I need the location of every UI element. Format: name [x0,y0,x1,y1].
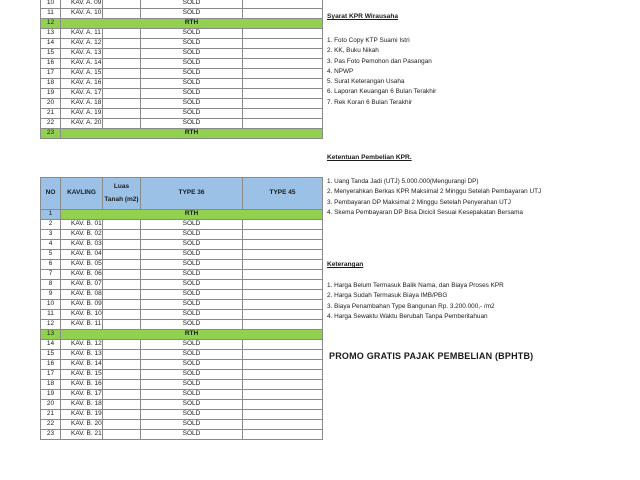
table-row [41,220,323,230]
type45-cell [243,109,323,119]
table-row [41,270,323,280]
type36-status: SOLD [141,400,243,410]
table-header-row [41,178,323,210]
luas-cell [103,260,141,270]
luas-cell [103,250,141,260]
row-number: 23 [41,129,61,139]
row-number: 18 [41,79,61,89]
luas-cell [103,109,141,119]
row-number: 11 [41,9,61,19]
luas-cell [103,420,141,430]
table-row [41,119,323,129]
type36-status: SOLD [141,410,243,420]
kavling-cell: KAV. B. 19 [61,410,103,420]
promo-banner: PROMO GRATIS PAJAK PEMBELIAN (BPHTB) [329,351,534,361]
luas-cell [103,340,141,350]
type45-cell [243,29,323,39]
luas-cell [103,59,141,69]
type36-status: SOLD [141,350,243,360]
luas-cell [103,400,141,410]
table-row [41,260,323,270]
header-luas-line1: Luas [113,182,130,190]
kavling-cell: KAV. B. 01 [61,220,103,230]
table-row [41,250,323,260]
table-row [41,410,323,420]
ketentuan-item: 2. Menyerahkan Berkas KPR Maksimal 2 Minggu Setelah Pembayaran UTJ [327,188,542,196]
type45-cell [243,240,323,250]
row-number: 20 [41,400,61,410]
luas-cell [103,360,141,370]
type45-cell [243,119,323,129]
table-row [41,400,323,410]
type45-cell [243,290,323,300]
type36-status: SOLD [141,89,243,99]
luas-cell [103,320,141,330]
kavling-cell: KAV. B. 21 [61,430,103,440]
kavling-cell: KAV. A. 11 [61,29,103,39]
type45-cell [243,89,323,99]
kavling-cell: KAV. B. 20 [61,420,103,430]
type36-status: SOLD [141,119,243,129]
table-row [41,360,323,370]
type45-cell [243,79,323,89]
type36-status: SOLD [141,380,243,390]
type36-status: SOLD [141,69,243,79]
table-row [41,39,323,49]
keterangan-item: 3. Biaya Penambahan Type Bangunan Rp. 3.200.000,- /m2 [327,302,495,310]
table-row [41,390,323,400]
luas-cell [103,119,141,129]
table-row [41,69,323,79]
syarat-title: Syarat KPR Wirausaha [327,13,399,20]
row-number: 18 [41,380,61,390]
type36-status: SOLD [141,79,243,89]
type36-status: SOLD [141,430,243,440]
kavling-cell: KAV. A. 19 [61,109,103,119]
type36-status: SOLD [141,49,243,59]
type36-status: SOLD [141,240,243,250]
table-row [41,310,323,320]
table-row [41,59,323,69]
type36-status: SOLD [141,370,243,380]
row-number: 9 [41,290,61,300]
type45-cell [243,270,323,280]
type45-cell [243,0,323,9]
type36-status: SOLD [141,39,243,49]
syarat-item: 4. NPWP [327,67,354,75]
row-number: 2 [41,220,61,230]
row-number: 13 [41,29,61,39]
table-row [41,320,323,330]
type36-status: SOLD [141,99,243,109]
type45-cell [243,370,323,380]
kavling-cell: KAV. A. 12 [61,39,103,49]
type45-cell [243,300,323,310]
kavling-cell: KAV. A. 18 [61,99,103,109]
keterangan-list [327,281,627,322]
syarat-list [327,36,627,108]
type45-cell [243,220,323,230]
luas-cell [103,230,141,240]
luas-cell [103,430,141,440]
row-number: 7 [41,270,61,280]
rth-label: RTH [61,19,323,29]
type45-cell [243,400,323,410]
kavling-cell: KAV. B. 07 [61,280,103,290]
table-row [41,240,323,250]
kavling-cell: KAV. A. 17 [61,89,103,99]
type36-status: SOLD [141,59,243,69]
type45-cell [243,310,323,320]
table-row [41,430,323,440]
type45-cell [243,390,323,400]
row-number: 5 [41,250,61,260]
row-number: 8 [41,280,61,290]
type45-cell [243,430,323,440]
row-number: 17 [41,370,61,380]
header-kavling: KAVLING [61,178,103,210]
type45-cell [243,250,323,260]
luas-cell [103,220,141,230]
type45-cell [243,350,323,360]
luas-cell [103,79,141,89]
table-row [41,0,323,9]
luas-cell [103,89,141,99]
header-type45: TYPE 45 [243,178,323,210]
table-row [41,370,323,380]
luas-cell [103,240,141,250]
kavling-cell: KAV. A. 09 [61,0,103,9]
type36-status: SOLD [141,260,243,270]
type36-status: SOLD [141,230,243,240]
table-row [41,290,323,300]
row-number: 16 [41,360,61,370]
table-row [41,79,323,89]
type45-cell [243,230,323,240]
syarat-item: 6. Laporan Keuangan 6 Bulan Terakhir [327,88,437,96]
luas-cell [103,410,141,420]
type45-cell [243,59,323,69]
type45-cell [243,420,323,430]
syarat-item: 1. Foto Copy KTP Suami Istri [327,37,410,44]
row-number: 20 [41,99,61,109]
syarat-item: 3. Pas Foto Pemohon dan Pasangan [327,57,432,65]
luas-cell [103,49,141,59]
rth-label: RTH [61,330,323,340]
table-row [41,89,323,99]
type45-cell [243,9,323,19]
table-row [41,109,323,119]
type45-cell [243,260,323,270]
type36-status: SOLD [141,270,243,280]
row-number: 3 [41,230,61,240]
type45-cell [243,360,323,370]
kavling-cell: KAV. B. 11 [61,320,103,330]
type45-cell [243,380,323,390]
luas-cell [103,0,141,9]
type36-status: SOLD [141,320,243,330]
type36-status: SOLD [141,420,243,430]
keterangan-item: 4. Harga Sewaktu Waktu Berubah Tanpa Pemberitahuan [327,312,488,320]
table-row [41,280,323,290]
row-number: 15 [41,350,61,360]
kavling-cell: KAV. A. 15 [61,69,103,79]
row-number: 17 [41,69,61,79]
table-row [41,350,323,360]
header-luas-tanah [103,178,141,210]
type36-status: SOLD [141,290,243,300]
syarat-item: 7. Rek Koran 6 Bulan Terakhir [327,98,413,106]
type36-status: SOLD [141,220,243,230]
kavling-cell: KAV. B. 03 [61,240,103,250]
row-number: 23 [41,430,61,440]
type45-cell [243,280,323,290]
row-number: 15 [41,49,61,59]
syarat-item: 5. Surat Keterangan Usaha [327,78,405,86]
table-row [41,420,323,430]
type45-cell [243,320,323,330]
luas-cell [103,29,141,39]
table-row [41,29,323,39]
type36-status: SOLD [141,109,243,119]
row-number: 12 [41,320,61,330]
row-number: 22 [41,420,61,430]
keterangan-item: 1. Harga Belum Termasuk Balik Nama, dan Biaya Proses KPR [327,282,504,289]
kavling-cell: KAV. B. 06 [61,270,103,280]
kavling-cell: KAV. A. 13 [61,49,103,59]
table-row [41,9,323,19]
kavling-cell: KAV. A. 20 [61,119,103,129]
luas-cell [103,350,141,360]
luas-cell [103,39,141,49]
kavling-cell: KAV. B. 08 [61,290,103,300]
header-no: NO [41,178,61,210]
luas-cell [103,290,141,300]
type45-cell [243,340,323,350]
kavling-cell: KAV. B. 04 [61,250,103,260]
row-number: 12 [41,19,61,29]
table-row [41,300,323,310]
ketentuan-item: 3. Pembayaran DP Maksimal 2 Minggu Setelah Penyerahan UTJ [327,198,511,206]
type36-status: SOLD [141,9,243,19]
luas-cell [103,310,141,320]
luas-cell [103,380,141,390]
type45-cell [243,39,323,49]
ketentuan-title: Ketentuan Pembelian KPR. [327,154,412,161]
kavling-cell: KAV. B. 16 [61,380,103,390]
luas-cell [103,280,141,290]
ketentuan-item: 1. Uang Tanda Jadi (UTJ) 5.000.000(Mengurangi DP) [327,178,479,185]
keterangan-title: Keterangan [327,261,364,268]
kavling-table-a [40,0,323,139]
keterangan-item: 2. Harga Sudah Termasuk Biaya IMB/PBG [327,292,448,300]
table-row [41,99,323,109]
type36-status: SOLD [141,310,243,320]
kavling-cell: KAV. B. 18 [61,400,103,410]
header-luas-line2: Tanah (m2) [104,195,139,203]
row-number: 6 [41,260,61,270]
rth-row [41,210,323,220]
rth-row [41,330,323,340]
table-row [41,380,323,390]
row-number: 19 [41,89,61,99]
luas-cell [103,270,141,280]
type36-status: SOLD [141,0,243,9]
type45-cell [243,410,323,420]
kavling-cell: KAV. B. 15 [61,370,103,380]
type36-status: SOLD [141,250,243,260]
row-number: 10 [41,300,61,310]
row-number: 4 [41,240,61,250]
type36-status: SOLD [141,340,243,350]
kavling-cell: KAV. B. 14 [61,360,103,370]
kavling-cell: KAV. B. 13 [61,350,103,360]
type45-cell [243,99,323,109]
row-number: 22 [41,119,61,129]
rth-label: RTH [61,210,323,220]
syarat-item: 2. KK, Buku Nikah [327,47,379,55]
row-number: 10 [41,0,61,9]
rth-label: RTH [61,129,323,139]
header-type36: TYPE 36 [141,178,243,210]
kavling-cell: KAV. A. 10 [61,9,103,19]
rth-row [41,19,323,29]
luas-cell [103,300,141,310]
luas-cell [103,9,141,19]
rth-row [41,129,323,139]
kavling-cell: KAV. B. 05 [61,260,103,270]
kavling-cell: KAV. B. 10 [61,310,103,320]
kavling-cell: KAV. B. 17 [61,390,103,400]
ketentuan-list [327,177,627,218]
type45-cell [243,49,323,59]
row-number: 19 [41,390,61,400]
type36-status: SOLD [141,280,243,290]
row-number: 16 [41,59,61,69]
row-number: 14 [41,340,61,350]
type36-status: SOLD [141,360,243,370]
row-number: 21 [41,410,61,420]
row-number: 14 [41,39,61,49]
type36-status: SOLD [141,390,243,400]
kavling-cell: KAV. A. 16 [61,79,103,89]
type45-cell [243,69,323,79]
luas-cell [103,370,141,380]
row-number: 21 [41,109,61,119]
kavling-cell: KAV. B. 02 [61,230,103,240]
row-number: 1 [41,210,61,220]
type36-status: SOLD [141,29,243,39]
luas-cell [103,69,141,79]
table-row [41,340,323,350]
row-number: 13 [41,330,61,340]
kavling-table-b [40,177,323,440]
kavling-cell: KAV. B. 09 [61,300,103,310]
table-row [41,49,323,59]
kavling-cell: KAV. A. 14 [61,59,103,69]
table-row [41,230,323,240]
kavling-cell: KAV. B. 12 [61,340,103,350]
row-number: 11 [41,310,61,320]
ketentuan-item: 4. Skema Pembayaran DP Bisa Dicicil Sesuai Kesepakatan Bersama [327,208,523,216]
type36-status: SOLD [141,300,243,310]
luas-cell [103,99,141,109]
luas-cell [103,390,141,400]
